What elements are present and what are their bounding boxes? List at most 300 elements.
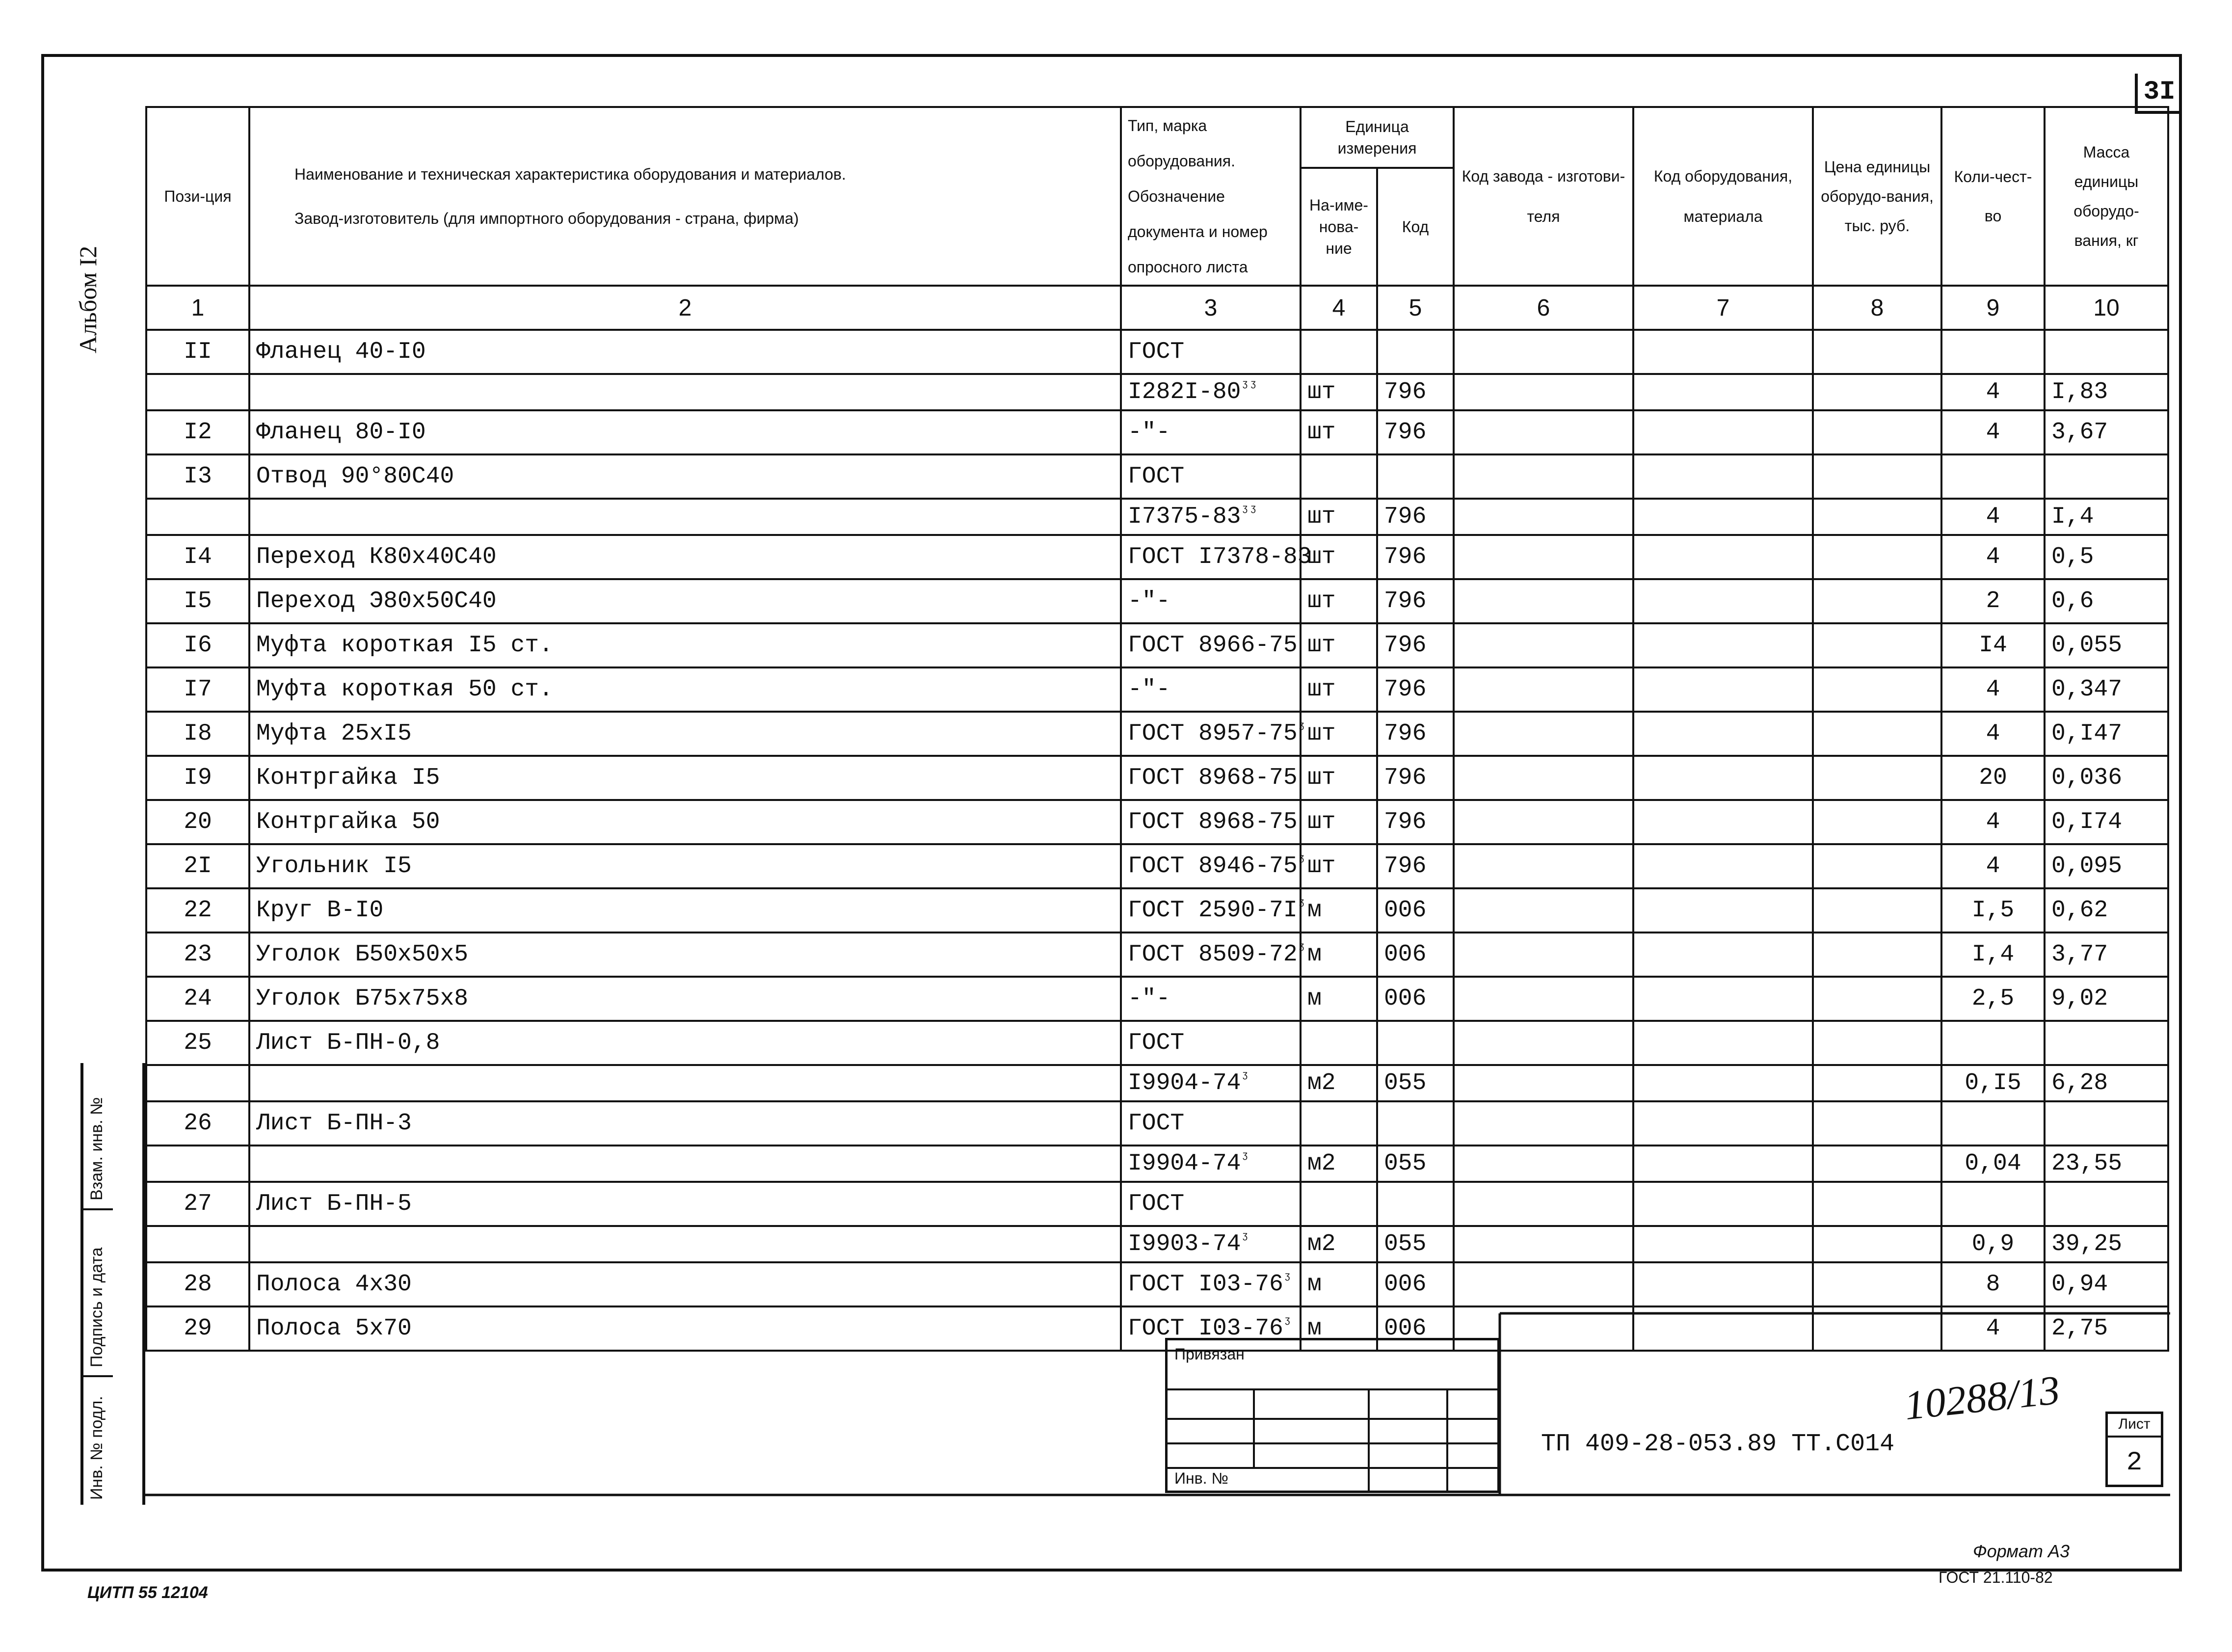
cell-mass: 23,55 <box>2045 1146 2168 1182</box>
cell-pos: 26 <box>146 1101 249 1146</box>
col-number: 9 <box>1941 286 2045 330</box>
cell-mass: I,4 <box>2045 499 2168 535</box>
empty-cell <box>1813 1021 1941 1065</box>
cell-type: ГОСТ $8957-75^ᶾ$ <box>1121 712 1301 756</box>
empty-cell <box>1633 888 1813 933</box>
empty-cell <box>1454 1021 1633 1065</box>
cell-unit: шт <box>1301 844 1377 888</box>
cell-name <box>249 1146 1121 1182</box>
cell-unit: м <box>1301 977 1377 1021</box>
cell-qty: 2,5 <box>1941 977 2045 1021</box>
empty-cell <box>1633 756 1813 800</box>
table-row <box>146 1065 2168 1101</box>
cell-unit: м2 <box>1301 1065 1377 1101</box>
empty-cell <box>1813 579 1941 623</box>
revision-mark: ᶾᶾ <box>1241 379 1258 394</box>
cell-mass: 0,62 <box>2045 888 2168 933</box>
cell-pos <box>146 1146 249 1182</box>
cell-mass: 0,036 <box>2045 756 2168 800</box>
cell-pos: 2I <box>146 844 249 888</box>
cell-mass: 9,02 <box>2045 977 2168 1021</box>
cell-name: Уголок Б50х50х5 <box>249 933 1121 977</box>
cell-code: 055 <box>1377 1065 1454 1101</box>
cell-type: ГОСТ $I03-76^ᶾ$ <box>1121 1306 1301 1351</box>
cell-unit <box>1301 1182 1377 1226</box>
cell-name: Полоса 4х30 <box>249 1262 1121 1306</box>
empty-cell <box>1813 1262 1941 1306</box>
cell-mass: 0,5 <box>2045 535 2168 579</box>
cell-mass: 3,67 <box>2045 410 2168 454</box>
cell-code: 055 <box>1377 1226 1454 1262</box>
cell-code: 796 <box>1377 623 1454 667</box>
cell-qty: I,4 <box>1941 933 2045 977</box>
cell-name: Муфта короткая I5 ст. <box>249 623 1121 667</box>
revision-mark: ᶾ <box>1297 897 1306 912</box>
cell-type: $I9904-74^ᶾ$ <box>1121 1065 1301 1101</box>
cell-code <box>1377 1021 1454 1065</box>
cell-name: Отвод 90°80С40 <box>249 454 1121 499</box>
cell-qty <box>1941 1021 2045 1065</box>
sheet-page-number: 2 <box>2126 1448 2143 1478</box>
empty-cell <box>1813 756 1941 800</box>
cell-qty <box>1941 330 2045 374</box>
empty-cell <box>1813 977 1941 1021</box>
cell-name: Лист Б-ПН-0,8 <box>249 1021 1121 1065</box>
cell-mass: 0,94 <box>2045 1262 2168 1306</box>
cell-type: ГОСТ $2590-7I^ᶾ$ <box>1121 888 1301 933</box>
cell-unit: шт <box>1301 712 1377 756</box>
cell-code: 006 <box>1377 1262 1454 1306</box>
cell-mass: 0,I47 <box>2045 712 2168 756</box>
cell-code: 006 <box>1377 977 1454 1021</box>
cell-code: 796 <box>1377 579 1454 623</box>
col-number: 3 <box>1121 286 1301 330</box>
cell-name: Фланец 80-I0 <box>249 410 1121 454</box>
cell-unit: м <box>1301 1306 1377 1351</box>
cell-pos: I6 <box>146 623 249 667</box>
cell-unit: м <box>1301 888 1377 933</box>
cell-code: 796 <box>1377 844 1454 888</box>
cell-unit: м2 <box>1301 1226 1377 1262</box>
cell-pos: I2 <box>146 410 249 454</box>
col-number: 1 <box>146 286 249 330</box>
empty-cell <box>1813 800 1941 844</box>
cell-pos: 27 <box>146 1182 249 1226</box>
cell-mass: 0,I74 <box>2045 800 2168 844</box>
header-name-line2: Завод-изготовитель (для импортного оборудования - страна, фирма) <box>294 210 799 227</box>
table-row <box>146 454 2168 499</box>
empty-cell <box>1633 933 1813 977</box>
header-name <box>249 107 1121 286</box>
cell-name: Лист Б-ПН-5 <box>249 1182 1121 1226</box>
cell-pos: 29 <box>146 1306 249 1351</box>
empty-cell <box>1454 844 1633 888</box>
stamp-inv-label: Инв. № <box>1174 1469 1228 1487</box>
cell-name: Уголок Б75х75х8 <box>249 977 1121 1021</box>
cell-type: ГОСТ <box>1121 1101 1301 1146</box>
table-row <box>146 374 2168 410</box>
cell-type: ГОСТ <box>1121 1021 1301 1065</box>
cell-type: ГОСТ 8966-75 <box>1121 623 1301 667</box>
empty-cell <box>1813 374 1941 410</box>
empty-cell <box>1454 374 1633 410</box>
cell-mass <box>2045 330 2168 374</box>
stamp-title: Привязан <box>1174 1345 1245 1363</box>
table-row <box>146 888 2168 933</box>
cell-name: Муфта 25хI5 <box>249 712 1121 756</box>
empty-cell <box>1633 1065 1813 1101</box>
sheet-label: Лист <box>2108 1416 2161 1438</box>
revision-mark: ᶾ <box>1241 1070 1249 1085</box>
cell-pos: 22 <box>146 888 249 933</box>
header-factory-code: Код завода - изготови-теля <box>1454 107 1633 286</box>
cell-unit <box>1301 1021 1377 1065</box>
empty-cell <box>1454 712 1633 756</box>
table-row <box>146 667 2168 712</box>
empty-cell <box>1454 1182 1633 1226</box>
cell-qty: 4 <box>1941 667 2045 712</box>
cell-mass <box>2045 1101 2168 1146</box>
table-row <box>146 579 2168 623</box>
cell-name <box>249 1226 1121 1262</box>
cell-mass: 0,6 <box>2045 579 2168 623</box>
cell-qty: 4 <box>1941 374 2045 410</box>
cell-name <box>249 374 1121 410</box>
cell-code: 796 <box>1377 712 1454 756</box>
cell-code: 796 <box>1377 374 1454 410</box>
table-row <box>146 1226 2168 1262</box>
citp-code: ЦИТП 55 12104 <box>87 1583 208 1602</box>
cell-unit: шт <box>1301 800 1377 844</box>
cell-mass: 2,75 <box>2045 1306 2168 1351</box>
cell-code <box>1377 330 1454 374</box>
empty-cell <box>1633 1021 1813 1065</box>
table-row <box>146 1101 2168 1146</box>
col-number: 5 <box>1377 286 1454 330</box>
cell-pos <box>146 499 249 535</box>
empty-cell <box>1813 330 1941 374</box>
format-label: Формат А3 <box>1973 1541 2070 1561</box>
empty-cell <box>1633 1182 1813 1226</box>
revision-mark: ᶾ <box>1297 941 1306 957</box>
empty-cell <box>1454 977 1633 1021</box>
empty-cell <box>1454 579 1633 623</box>
cell-unit <box>1301 454 1377 499</box>
cell-unit: шт <box>1301 667 1377 712</box>
cell-qty: 0,9 <box>1941 1226 2045 1262</box>
side-cell-inv <box>83 1377 113 1505</box>
cell-type: ГОСТ $8509-72^ᶾ$ <box>1121 933 1301 977</box>
title-block-lines <box>145 1313 2170 1500</box>
empty-cell <box>1813 535 1941 579</box>
empty-cell <box>1633 623 1813 667</box>
empty-cell <box>1813 1226 1941 1262</box>
cell-unit: шт <box>1301 535 1377 579</box>
header-name-line1: Наименование и техническая характеристика оборудования и материалов. <box>294 165 846 183</box>
cell-pos: I7 <box>146 667 249 712</box>
cell-type: ГОСТ <box>1121 330 1301 374</box>
header-equip-code: Код оборудования, материала <box>1633 107 1813 286</box>
table-row <box>146 1262 2168 1306</box>
table-row <box>146 535 2168 579</box>
cell-type: ГОСТ <box>1121 454 1301 499</box>
empty-cell <box>1633 1226 1813 1262</box>
cell-code: 006 <box>1377 1306 1454 1351</box>
cell-qty: 4 <box>1941 1306 2045 1351</box>
cell-name: Контргайка I5 <box>249 756 1121 800</box>
cell-qty: I4 <box>1941 623 2045 667</box>
cell-pos: I3 <box>146 454 249 499</box>
cell-unit: м <box>1301 1262 1377 1306</box>
cell-code: 796 <box>1377 410 1454 454</box>
cell-unit: шт <box>1301 374 1377 410</box>
empty-cell <box>1454 1146 1633 1182</box>
cell-code: 796 <box>1377 756 1454 800</box>
table-row <box>146 756 2168 800</box>
empty-cell <box>1633 535 1813 579</box>
cell-code <box>1377 1182 1454 1226</box>
cell-code: 006 <box>1377 888 1454 933</box>
header-unit-code: Код <box>1377 168 1454 286</box>
empty-cell <box>1633 410 1813 454</box>
empty-cell <box>1813 844 1941 888</box>
revision-mark: ᶾ <box>1297 720 1306 736</box>
cell-mass <box>2045 1182 2168 1226</box>
table-row <box>146 410 2168 454</box>
header-mass: Масса единицы оборудо-вания, кг <box>2045 107 2168 286</box>
cell-mass: 0,347 <box>2045 667 2168 712</box>
empty-cell <box>1454 1226 1633 1262</box>
side-stamp-strip <box>80 1063 145 1505</box>
empty-cell <box>1454 535 1633 579</box>
empty-cell <box>1813 454 1941 499</box>
empty-cell <box>1454 1101 1633 1146</box>
cell-type: -"- <box>1121 667 1301 712</box>
album-label: Альбом I2 <box>74 245 102 353</box>
header-row <box>146 107 2168 168</box>
empty-cell <box>1813 1182 1941 1226</box>
cell-type: ГОСТ I7378-83 <box>1121 535 1301 579</box>
table-row <box>146 1146 2168 1182</box>
empty-cell <box>1813 1101 1941 1146</box>
col-number: 4 <box>1301 286 1377 330</box>
cell-pos <box>146 1226 249 1262</box>
cell-unit <box>1301 1101 1377 1146</box>
cell-name: Переход Э80х50С40 <box>249 579 1121 623</box>
revision-mark: ᶾ <box>1241 1150 1249 1166</box>
cell-unit <box>1301 330 1377 374</box>
cell-mass: 0,095 <box>2045 844 2168 888</box>
cell-type: $I7375-83^{ᶾᶾ}$ <box>1121 499 1301 535</box>
empty-cell <box>1813 410 1941 454</box>
cell-pos: 23 <box>146 933 249 977</box>
col-number: 10 <box>2045 286 2168 330</box>
col-number: 8 <box>1813 286 1941 330</box>
cell-mass: 6,28 <box>2045 1065 2168 1101</box>
empty-cell <box>1454 499 1633 535</box>
empty-cell <box>1813 933 1941 977</box>
cell-unit: шт <box>1301 410 1377 454</box>
cell-pos: 24 <box>146 977 249 1021</box>
table-row <box>146 330 2168 374</box>
cell-pos <box>146 1065 249 1101</box>
revision-mark: ᶾ <box>1283 1271 1292 1286</box>
cell-qty: 4 <box>1941 410 2045 454</box>
cell-type: $I9903-74^ᶾ$ <box>1121 1226 1301 1262</box>
cell-code: 796 <box>1377 535 1454 579</box>
cell-code: 006 <box>1377 933 1454 977</box>
cell-pos: II <box>146 330 249 374</box>
table-row <box>146 800 2168 844</box>
table-row <box>146 1182 2168 1226</box>
cell-name <box>249 1065 1121 1101</box>
cell-pos: I4 <box>146 535 249 579</box>
revision-mark: ᶾ <box>1241 1231 1249 1246</box>
header-unit: Единица измерения <box>1301 107 1454 168</box>
empty-cell <box>1633 374 1813 410</box>
cell-unit: шт <box>1301 756 1377 800</box>
table-row <box>146 977 2168 1021</box>
col-number: 7 <box>1633 286 1813 330</box>
cell-unit: м <box>1301 933 1377 977</box>
side-cell-podpis <box>83 1210 113 1377</box>
cell-mass: I,83 <box>2045 374 2168 410</box>
cell-name: Переход К80х40С40 <box>249 535 1121 579</box>
cell-name: Угольник I5 <box>249 844 1121 888</box>
col-number: 2 <box>249 286 1121 330</box>
gost-standard: ГОСТ 21.110-82 <box>1939 1569 2053 1586</box>
cell-type: ГОСТ $8946-75^ᶾ$ <box>1121 844 1301 888</box>
cell-pos: 20 <box>146 800 249 844</box>
handwritten-number: 10288/13 <box>1902 1367 2062 1429</box>
empty-cell <box>1813 1146 1941 1182</box>
cell-name: Контргайка 50 <box>249 800 1121 844</box>
cell-type: -"- <box>1121 410 1301 454</box>
empty-cell <box>1454 667 1633 712</box>
empty-cell <box>1633 1101 1813 1146</box>
cell-type: -"- <box>1121 579 1301 623</box>
cell-type: $I282I-80^{ᶾᶾ}$ <box>1121 374 1301 410</box>
cell-name: Фланец 40-I0 <box>249 330 1121 374</box>
empty-cell <box>1633 499 1813 535</box>
cell-unit: шт <box>1301 579 1377 623</box>
cell-name: Лист Б-ПН-3 <box>249 1101 1121 1146</box>
cell-type: -"- <box>1121 977 1301 1021</box>
cell-type: ГОСТ $I03-76^ᶾ$ <box>1121 1262 1301 1306</box>
cell-qty <box>1941 1101 2045 1146</box>
revision-mark: ᶾ <box>1283 1315 1292 1331</box>
cell-qty: I,5 <box>1941 888 2045 933</box>
empty-cell <box>1633 330 1813 374</box>
cell-mass: 39,25 <box>2045 1226 2168 1262</box>
empty-cell <box>1454 800 1633 844</box>
cell-mass: 0,055 <box>2045 623 2168 667</box>
side-label-inv: Инв. № подл. <box>87 1396 106 1500</box>
cell-qty: 4 <box>1941 712 2045 756</box>
table-row <box>146 712 2168 756</box>
col-number: 6 <box>1454 286 1633 330</box>
empty-cell <box>1633 579 1813 623</box>
cell-pos <box>146 374 249 410</box>
cell-qty <box>1941 454 2045 499</box>
specification-table <box>145 106 2169 1352</box>
cell-type: $I9904-74^ᶾ$ <box>1121 1146 1301 1182</box>
table-row <box>146 1021 2168 1065</box>
header-unit-name: На-име-нова-ние <box>1301 168 1377 286</box>
empty-cell <box>1633 844 1813 888</box>
cell-name <box>249 499 1121 535</box>
header-qty: Коли-чест-во <box>1941 107 2045 286</box>
header-price: Цена единицы оборудо-вания, тыс. руб. <box>1813 107 1941 286</box>
empty-cell <box>1633 1262 1813 1306</box>
empty-cell <box>1813 623 1941 667</box>
cell-pos: I5 <box>146 579 249 623</box>
empty-cell <box>1633 667 1813 712</box>
empty-cell <box>1454 1065 1633 1101</box>
cell-qty: 0,04 <box>1941 1146 2045 1182</box>
empty-cell <box>1454 756 1633 800</box>
side-label-vzam: Взам. инв. № <box>87 1097 106 1200</box>
cell-qty <box>1941 1182 2045 1226</box>
cell-qty: 4 <box>1941 535 2045 579</box>
table-row <box>146 499 2168 535</box>
sheet-number: 3I <box>2135 74 2181 114</box>
cell-name: Муфта короткая 50 ст. <box>249 667 1121 712</box>
cell-unit: м2 <box>1301 1146 1377 1182</box>
cell-name: Полоса 5х70 <box>249 1306 1121 1351</box>
revision-mark: ᶾᶾ <box>1241 504 1258 519</box>
cell-type: ГОСТ <box>1121 1182 1301 1226</box>
specification-body <box>146 330 2168 1351</box>
empty-cell <box>1813 712 1941 756</box>
cell-qty: 4 <box>1941 499 2045 535</box>
empty-cell <box>1633 712 1813 756</box>
cell-mass <box>2045 1021 2168 1065</box>
revision-mark: ᶾ <box>1297 853 1306 868</box>
empty-cell <box>1633 454 1813 499</box>
cell-code: 796 <box>1377 800 1454 844</box>
empty-cell <box>1813 667 1941 712</box>
empty-cell <box>1813 888 1941 933</box>
cell-unit: шт <box>1301 623 1377 667</box>
cell-pos: 28 <box>146 1262 249 1306</box>
side-cell-vzam <box>83 1063 113 1210</box>
empty-cell <box>1454 623 1633 667</box>
cell-code <box>1377 1101 1454 1146</box>
table-row <box>146 623 2168 667</box>
cell-pos: 25 <box>146 1021 249 1065</box>
cell-code: 796 <box>1377 667 1454 712</box>
empty-cell <box>1454 888 1633 933</box>
cell-type: ГОСТ 8968-75 <box>1121 756 1301 800</box>
header-pos: Пози-ция <box>146 107 249 286</box>
column-number-row <box>146 286 2168 330</box>
cell-pos: I9 <box>146 756 249 800</box>
cell-qty: 4 <box>1941 800 2045 844</box>
document-code: ТП 409-28-053.89 ТТ.С014 <box>1541 1430 1895 1458</box>
empty-cell <box>1633 977 1813 1021</box>
side-label-podpis: Подпись и дата <box>87 1247 106 1367</box>
empty-cell <box>1454 1262 1633 1306</box>
empty-cell <box>1633 800 1813 844</box>
cell-code <box>1377 454 1454 499</box>
cell-unit: шт <box>1301 499 1377 535</box>
cell-type: ГОСТ 8968-75 <box>1121 800 1301 844</box>
empty-cell <box>1454 933 1633 977</box>
cell-pos: I8 <box>146 712 249 756</box>
cell-qty: 4 <box>1941 844 2045 888</box>
cell-qty: 20 <box>1941 756 2045 800</box>
